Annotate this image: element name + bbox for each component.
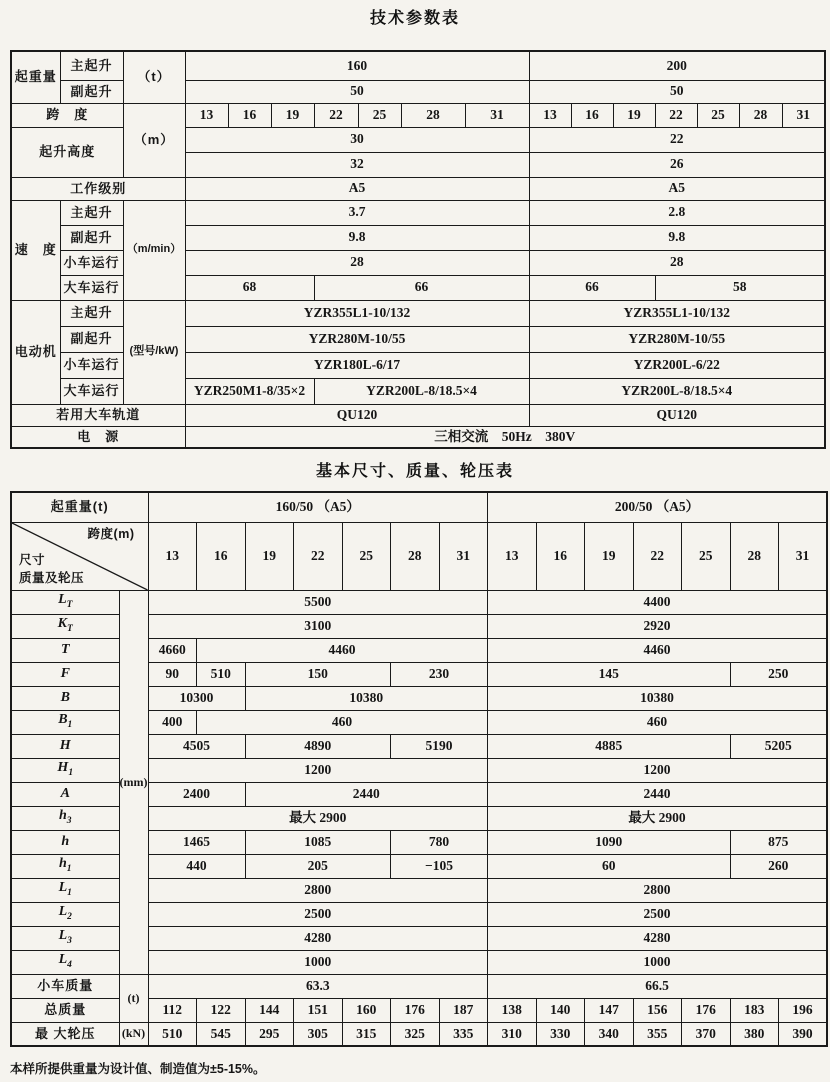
row-label-LT: $L_T$ [11,590,119,614]
value-cell: 310 [488,1022,537,1046]
value-cell: 260 [730,854,827,878]
table-row [11,200,825,225]
value-cell: 3.7 [185,200,529,225]
diagonal-label-mass-wheel-load: 质量及轮压 [19,571,85,586]
row-label-crane-travel: 大车运行 [60,378,123,404]
value-cell: 2.8 [529,200,825,225]
dim-table-title: 基本尺寸、质量、轮压表 [315,463,514,480]
value-cell: 510 [197,662,246,686]
value-cell: 28 [401,103,465,127]
value-cell: 1090 [488,830,731,854]
value-cell: 2500 [148,902,488,926]
unit-label: （m/min） [123,200,185,300]
value-cell: 2800 [148,878,488,902]
value-cell: 400 [148,710,197,734]
value-cell: 460 [488,710,828,734]
value-cell: 16 [571,103,613,127]
value-cell: 22 [314,103,358,127]
value-cell: 156 [633,998,682,1022]
value-cell: 19 [613,103,655,127]
value-cell: 9.8 [529,225,825,250]
value-cell: 440 [148,854,245,878]
value-cell: 4885 [488,734,731,758]
table-row [11,426,825,448]
row-label-crane-rail: 若用大车轨道 [11,404,185,426]
row-label-L2: $L_2$ [11,902,119,926]
value-cell: QU120 [185,404,529,426]
diagonal-label-span: 跨度(m) [87,526,135,541]
value-cell: 4890 [245,734,391,758]
value-cell: 三相交流 50Hz 380V [185,426,825,448]
row-label-trolley-travel: 小车运行 [60,352,123,378]
span-header: 19 [245,522,294,590]
span-header: 13 [148,522,197,590]
span-header: 28 [730,522,779,590]
row-label-L3: $L_3$ [11,926,119,950]
row-label-trolley-mass: 小车质量 [11,974,119,998]
value-cell: 50 [185,80,529,103]
row-label-KT: $K_T$ [11,614,119,638]
unit-label-kN: (kN) [119,1022,148,1046]
value-cell: 138 [488,998,537,1022]
row-label-main-hoist: 主起升 [60,300,123,326]
row-label-h: h [11,830,119,854]
diagonal-label-dimension: 尺寸 [19,552,46,567]
value-cell: 335 [439,1022,488,1046]
value-cell: 176 [682,998,731,1022]
value-cell: 50 [529,80,825,103]
value-cell: 4660 [148,638,197,662]
row-label-main-hoist: 主起升 [60,200,123,225]
value-cell: 250 [730,662,827,686]
table-row [11,404,825,426]
value-cell: 460 [197,710,488,734]
value-cell: 4280 [148,926,488,950]
value-cell: A5 [529,177,825,200]
value-cell: 68 [185,275,314,300]
value-cell: 66 [314,275,529,300]
row-label-A: A [11,782,119,806]
group-header-160: 160/50 （A5） [148,492,488,522]
value-cell: YZR355L1-10/132 [185,300,529,326]
value-cell: 10380 [488,686,828,710]
value-cell: 2440 [488,782,828,806]
row-label-duty-class: 工作级别 [11,177,185,200]
row-label-aux-hoist: 副起升 [60,225,123,250]
row-label-T: T [11,638,119,662]
value-cell: 63.3 [148,974,488,998]
span-header: 31 [779,522,828,590]
row-label-L4: $L_4$ [11,950,119,974]
value-cell: 875 [730,830,827,854]
table-row [11,51,825,80]
span-header: 22 [633,522,682,590]
value-cell: 19 [271,103,314,127]
table-row [11,1022,827,1046]
value-cell: 295 [245,1022,294,1046]
value-cell: 60 [488,854,731,878]
value-cell: 4280 [488,926,828,950]
span-header: 19 [585,522,634,590]
value-cell: 1200 [488,758,828,782]
value-cell: 160 [342,998,391,1022]
value-cell: 1085 [245,830,391,854]
value-cell: 13 [185,103,228,127]
row-label-trolley-travel: 小车运行 [60,250,123,275]
value-cell: 25 [358,103,401,127]
table-row [11,590,827,614]
value-cell: 1000 [488,950,828,974]
value-cell: 355 [633,1022,682,1046]
row-label-speed: 速 度 [11,200,60,300]
value-cell: QU120 [529,404,825,426]
value-cell: YZR180L-6/17 [185,352,529,378]
row-label-power-supply: 电 源 [11,426,185,448]
value-cell: 780 [391,830,488,854]
value-cell: YZR200L-8/18.5×4 [529,378,825,404]
value-cell: 26 [529,152,825,177]
value-cell: 144 [245,998,294,1022]
value-cell: 140 [536,998,585,1022]
value-cell: 545 [197,1022,246,1046]
value-cell: −105 [391,854,488,878]
value-cell: 145 [488,662,731,686]
value-cell: 22 [529,127,825,152]
table-row [11,103,825,127]
value-cell: 330 [536,1022,585,1046]
value-cell: 160 [185,51,529,80]
value-cell: 196 [779,998,828,1022]
table-row [11,177,825,200]
value-cell: 9.8 [185,225,529,250]
value-cell: 305 [294,1022,343,1046]
value-cell: 205 [245,854,391,878]
group-header-200: 200/50 （A5） [488,492,828,522]
table-row [11,522,827,590]
value-cell: 183 [730,998,779,1022]
value-cell: 4505 [148,734,245,758]
value-cell: 1465 [148,830,245,854]
value-cell: 最大 2900 [488,806,828,830]
row-label-lifting-capacity: 起重量 [11,51,60,103]
diagonal-header [11,522,148,590]
row-label-aux-hoist: 副起升 [60,80,123,103]
value-cell: 147 [585,998,634,1022]
value-cell: 2800 [488,878,828,902]
value-cell: YZR200L-6/22 [529,352,825,378]
value-cell: 150 [245,662,391,686]
footnote: 本样所提供重量为设计值、制造值为±5-15%。 [10,1062,266,1076]
value-cell: 230 [391,662,488,686]
table-row [11,300,825,326]
value-cell: 66.5 [488,974,828,998]
row-label-crane-travel: 大车运行 [60,275,123,300]
value-cell: 28 [185,250,529,275]
value-cell: YZR280M-10/55 [529,326,825,352]
row-label-lifting-height: 起升高度 [11,127,123,177]
value-cell: 4460 [488,638,828,662]
row-label-max-wheel-load: 最 大轮压 [11,1022,119,1046]
value-cell: YZR250M1-8/35×2 [185,378,314,404]
value-cell: 2920 [488,614,828,638]
row-label-span: 跨 度 [11,103,123,127]
value-cell: 5190 [391,734,488,758]
value-cell: 28 [529,250,825,275]
unit-label: (型号/kW) [123,300,185,404]
value-cell: 10300 [148,686,245,710]
spec-table-title: 技术参数表 [369,10,460,27]
row-label-h1: $h_1$ [11,854,119,878]
value-cell: 1200 [148,758,488,782]
unit-label-mm: (mm) [119,590,148,974]
spec-table [10,50,826,449]
value-cell: 32 [185,152,529,177]
value-cell: 2440 [245,782,488,806]
row-label-B1: $B_1$ [11,710,119,734]
row-label-B: B [11,686,119,710]
value-cell: 13 [529,103,571,127]
value-cell: 31 [782,103,825,127]
value-cell: 510 [148,1022,197,1046]
value-cell: 1000 [148,950,488,974]
value-cell: 28 [739,103,782,127]
unit-label: （t） [123,51,185,103]
span-header: 16 [197,522,246,590]
value-cell: 16 [228,103,271,127]
value-cell: 最大 2900 [148,806,488,830]
value-cell: 90 [148,662,197,686]
value-cell: 380 [730,1022,779,1046]
value-cell: 30 [185,127,529,152]
value-cell: 4400 [488,590,828,614]
row-label-L1: $L_1$ [11,878,119,902]
table-row [11,974,827,998]
value-cell: 112 [148,998,197,1022]
value-cell: 10380 [245,686,488,710]
value-cell: 25 [697,103,739,127]
dim-table [10,491,828,1047]
span-header: 16 [536,522,585,590]
value-cell: 200 [529,51,825,80]
unit-label-t: (t) [119,974,148,1022]
value-cell: 2400 [148,782,245,806]
value-cell: 151 [294,998,343,1022]
row-label-total-mass: 总质量 [11,998,119,1022]
row-label-lifting-capacity: 起重量(t) [11,492,148,522]
value-cell: 325 [391,1022,440,1046]
value-cell: 4460 [197,638,488,662]
row-label-main-hoist: 主起升 [60,51,123,80]
value-cell: 31 [465,103,529,127]
value-cell: 5500 [148,590,488,614]
row-label-h3: $h_3$ [11,806,119,830]
value-cell: 176 [391,998,440,1022]
span-header: 25 [342,522,391,590]
value-cell: 22 [655,103,697,127]
row-label-H1: $H_1$ [11,758,119,782]
span-header: 28 [391,522,440,590]
unit-label: （m） [123,103,185,177]
value-cell: 58 [655,275,825,300]
value-cell: 2500 [488,902,828,926]
span-header: 31 [439,522,488,590]
row-label-F: F [11,662,119,686]
value-cell: A5 [185,177,529,200]
value-cell: YZR200L-8/18.5×4 [314,378,529,404]
value-cell: YZR280M-10/55 [185,326,529,352]
row-label-motor: 电动机 [11,300,60,404]
value-cell: 66 [529,275,655,300]
span-header: 22 [294,522,343,590]
value-cell: 370 [682,1022,731,1046]
value-cell: 187 [439,998,488,1022]
value-cell: 390 [779,1022,828,1046]
value-cell: 5205 [730,734,827,758]
row-label-H: H [11,734,119,758]
span-header: 25 [682,522,731,590]
value-cell: 122 [197,998,246,1022]
value-cell: 315 [342,1022,391,1046]
value-cell: 340 [585,1022,634,1046]
row-label-aux-hoist: 副起升 [60,326,123,352]
span-header: 13 [488,522,537,590]
value-cell: YZR355L1-10/132 [529,300,825,326]
value-cell: 3100 [148,614,488,638]
table-row [11,492,827,522]
